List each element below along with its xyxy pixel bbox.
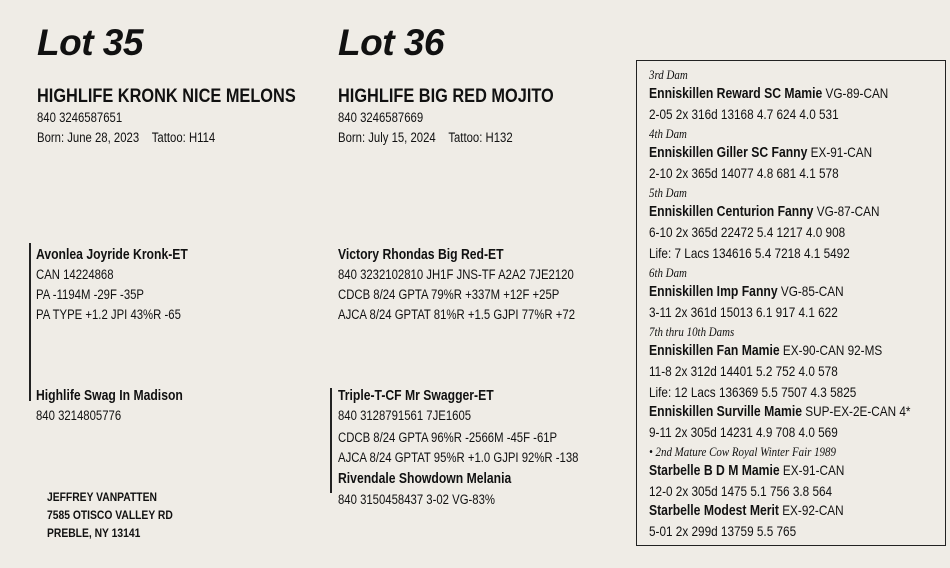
- lot-36-granddam-line-1: 840 3150458437 3-02 VG-83%: [338, 492, 496, 507]
- consignor-city: PREBLE, NY 13141: [47, 526, 141, 540]
- lot-36-granddam-name: Rivendale Showdown Melania: [338, 471, 512, 487]
- lot-36-sire-line-3: AJCA 8/24 GPTAT 81%R +1.5 GJPI 77%R +72: [338, 307, 576, 322]
- lot-36-dam-name: Triple-T-CF Mr Swagger-ET: [338, 388, 494, 404]
- dam-name: Enniskillen Surville Mamie: [649, 404, 802, 420]
- consignor-street: 7585 OTISCO VALLEY RD: [47, 508, 173, 522]
- lot-35-tattoo: Tattoo: H114: [151, 130, 216, 145]
- dam-name-row: [649, 403, 910, 420]
- dam-classification: VG-87-CAN: [813, 203, 880, 219]
- lot-35-dam-line-1: 840 3214805776: [36, 408, 122, 423]
- dam-record-row: 12-0 2x 305d 1475 5.1 756 3.8 564: [649, 483, 833, 499]
- lot-35-animal-name: HIGHLIFE KRONK NICE MELONS: [37, 86, 296, 107]
- dam-classification: VG-89-CAN: [822, 85, 889, 101]
- lot-36-tattoo: Tattoo: H132: [448, 130, 513, 145]
- lot-36-born: Born: July 15, 2024: [338, 130, 436, 145]
- lot-36-dam-line-1: 840 3128791561 7JE1605: [338, 408, 472, 423]
- dam-record-row: 9-11 2x 305d 14231 4.9 708 4.0 569: [649, 424, 838, 440]
- dam-name-row: [649, 462, 844, 479]
- lot-35-born: Born: June 28, 2023: [37, 130, 140, 145]
- dam-classification: EX-90-CAN 92-MS: [779, 342, 883, 358]
- lot-35-id: 840 3246587651: [37, 110, 123, 125]
- lot-36-dam-line-3: AJCA 8/24 GPTAT 95%R +1.0 GJPI 92%R -138: [338, 450, 579, 465]
- lot-36-animal-name: HIGHLIFE BIG RED MOJITO: [338, 86, 554, 107]
- dam-generation-label: 6th Dam: [649, 265, 687, 280]
- dam-record-row: 11-8 2x 312d 14401 5.2 752 4.0 578: [649, 363, 838, 379]
- lot-36-pedigree-bracket: [330, 388, 332, 493]
- lot-36-id: 840 3246587669: [338, 110, 424, 125]
- dam-name-row: [649, 203, 879, 220]
- lot-36-dam-line-2: CDCB 8/24 GPTA 96%R -2566M -45F -61P: [338, 430, 558, 445]
- dam-generation-label: 3rd Dam: [649, 67, 688, 82]
- dam-name: Starbelle Modest Merit: [649, 503, 779, 519]
- dam-generation-label: 4th Dam: [649, 126, 687, 141]
- dam-name-row: [649, 283, 844, 300]
- maternal-dams-box: [636, 60, 946, 546]
- dam-name-row: [649, 502, 844, 519]
- lot-35-sire-name: Avonlea Joyride Kronk-ET: [36, 247, 188, 263]
- dam-record-row: 2-10 2x 365d 14077 4.8 681 4.1 578: [649, 165, 839, 181]
- dam-generation-label: 5th Dam: [649, 185, 687, 200]
- dam-name-row: [649, 144, 872, 161]
- lot-35-sire-line-2: PA -1194M -29F -35P: [36, 287, 144, 302]
- dam-name-row: [649, 342, 882, 359]
- dam-name: Starbelle B D M Mamie: [649, 463, 780, 479]
- dam-classification: EX-92-CAN: [778, 502, 844, 518]
- lot-36-sire-name: Victory Rhondas Big Red-ET: [338, 247, 504, 263]
- dam-name: Enniskillen Giller SC Fanny: [649, 145, 808, 161]
- dam-name: Enniskillen Reward SC Mamie: [649, 86, 823, 102]
- dam-record-row: 5-01 2x 299d 13759 5.5 765: [649, 523, 797, 539]
- lot-36-birth-info: [338, 128, 513, 148]
- dam-name: Enniskillen Fan Mamie: [649, 343, 780, 359]
- dam-generation-label: 7th thru 10th Dams: [649, 324, 735, 339]
- dam-name-row: [649, 85, 888, 102]
- lot-36-label: Lot 36: [338, 22, 444, 63]
- lot-35-label: Lot 35: [37, 22, 143, 63]
- dam-classification: VG-85-CAN: [777, 283, 844, 299]
- dam-record-row: 3-11 2x 361d 15013 6.1 917 4.1 622: [649, 304, 838, 320]
- lot-35-sire-line-1: CAN 14224868: [36, 267, 114, 282]
- dam-record-row: 6-10 2x 365d 22472 5.4 1217 4.0 908: [649, 224, 846, 240]
- lot-36-sire-line-2: CDCB 8/24 GPTA 79%R +337M +12F +25P: [338, 287, 560, 302]
- dam-classification: SUP-EX-2E-CAN 4*: [801, 403, 911, 419]
- lot-35-sire-line-3: PA TYPE +1.2 JPI 43%R -65: [36, 307, 181, 322]
- lot-36-sire-line-1: 840 3232102810 JH1F JNS-TF A2A2 7JE2120: [338, 267, 574, 282]
- dam-classification: EX-91-CAN: [779, 462, 845, 478]
- lot-35-birth-info: [37, 128, 215, 148]
- dam-record-row: Life: 7 Lacs 134616 5.4 7218 4.1 5492: [649, 245, 850, 261]
- lot-35-pedigree-bracket: [29, 243, 31, 401]
- dam-generation-label: • 2nd Mature Cow Royal Winter Fair 1989: [649, 444, 836, 459]
- dam-classification: EX-91-CAN: [807, 144, 873, 160]
- consignor-name: JEFFREY VANPATTEN: [47, 490, 157, 504]
- dam-record-row: 2-05 2x 316d 13168 4.7 624 4.0 531: [649, 106, 839, 122]
- lot-35-dam-name: Highlife Swag In Madison: [36, 388, 183, 404]
- dam-name: Enniskillen Centurion Fanny: [649, 204, 814, 220]
- dam-name: Enniskillen Imp Fanny: [649, 284, 778, 300]
- dam-record-row: Life: 12 Lacs 136369 5.5 7507 4.3 5825: [649, 384, 857, 400]
